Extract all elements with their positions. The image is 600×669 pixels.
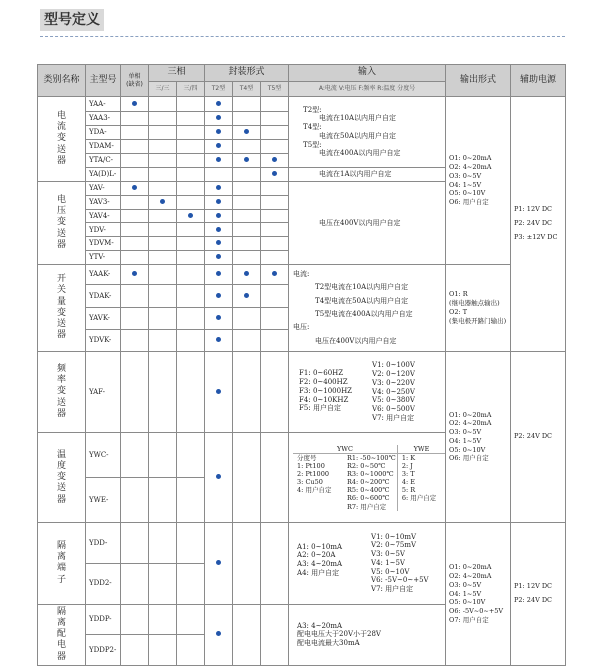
category-frequency: 频 率 变 送 器: [38, 351, 86, 432]
availability-dot: [244, 129, 249, 134]
model-code: YDVM-: [86, 237, 121, 251]
availability-dot: [244, 293, 249, 298]
current-input-1a: 电流在1A以内用户自定: [289, 167, 446, 181]
frequency-input-range: F1: 0~60HZ F2: 0~400HZ F3: 0~1000HZ F4: 0~10KHZ F5: 用户自定 V1: 0~100V V2: 0~120V V3: 0~220V V4: 0~250V V5: 0~380V V6: 0~500V V7: 用户自定: [289, 351, 446, 432]
header-three-three: 三/三: [149, 82, 177, 97]
model-code: YDD2-: [86, 563, 121, 604]
model-code: YDDP2-: [86, 635, 121, 666]
output-forms-standard: O1: 0~20mA O2: 4~20mA O3: 0~5V O4: 1~5V O5: 0~10V O6: 用户自定: [446, 97, 511, 265]
availability-dot: [272, 157, 277, 162]
availability-dot: [216, 315, 221, 320]
availability-dot: [216, 227, 221, 232]
model-code: YDAK-: [86, 284, 121, 307]
title-divider: [40, 36, 565, 37]
header-three-phase: 三相: [149, 65, 205, 82]
availability-dot: [160, 199, 165, 204]
availability-dot: [216, 337, 221, 342]
header-t4: T4型: [233, 82, 261, 97]
availability-dot: [244, 157, 249, 162]
category-switch: 开 关 量 变 送 器: [38, 265, 86, 352]
output-forms-isolation: O1: 0~20mA O2: 4~20mA O3: 0~5V O4: 1~5V O5: 0~10V O6: -5V~0~+5V O7: 用户自定: [446, 523, 511, 666]
header-model: 主型号: [86, 65, 121, 97]
distributor-input-range: A3: 4~20mA 配电电压大于20V小于28V 配电电流最大30mA: [289, 604, 446, 665]
aux-power-group-a: P1: 12V DC P2: 24V DC P3: ±12V DC: [511, 97, 566, 352]
model-code: YDA-: [86, 126, 121, 140]
model-code: YDAM-: [86, 139, 121, 153]
model-code: YA(D)L-: [86, 167, 121, 181]
availability-dot: [216, 560, 221, 565]
voltage-input-range: 电压在400V以内用户自定: [289, 181, 446, 265]
isolation-input-range: A1: 0~10mA A2: 0~20A A3: 4~20mA A4: 用户自定 V1: 0~10mV V2: 0~75mV V3: 0~5V V4: 1~5V V5: 0~10V V6: -5V~0~+5V V7: 用户自定: [289, 523, 446, 604]
availability-dot: [188, 213, 193, 218]
availability-dot: [216, 115, 221, 120]
model-code: YDV-: [86, 223, 121, 237]
availability-dot: [216, 185, 221, 190]
category-voltage: 电 压 变 送 器: [38, 181, 86, 265]
availability-dot: [216, 101, 221, 106]
header-three-four: 三/四: [177, 82, 205, 97]
page-title: 型号定义: [40, 9, 104, 31]
header-input: 输入: [289, 65, 446, 82]
availability-dot: [216, 199, 221, 204]
availability-dot: [216, 129, 221, 134]
category-current: 电 流 变 送 器: [38, 97, 86, 182]
availability-dot: [132, 185, 137, 190]
availability-dot: [216, 389, 221, 394]
header-single-phase: 单相 (缺省): [121, 65, 149, 97]
model-definition-table: [37, 64, 566, 666]
availability-dot: [216, 254, 221, 259]
model-code: YDDP-: [86, 604, 121, 635]
availability-dot: [216, 631, 221, 636]
model-code: YDD-: [86, 523, 121, 564]
model-code: YAAK-: [86, 265, 121, 285]
category-temperature: 温 度 变 送 器: [38, 433, 86, 523]
aux-power-group-c: P1: 12V DC P2: 24V DC: [511, 523, 566, 666]
availability-dot: [216, 143, 221, 148]
header-t2: T2型: [205, 82, 233, 97]
model-code: YWC-: [86, 433, 121, 478]
availability-dot: [216, 240, 221, 245]
model-code: YAV4-: [86, 209, 121, 223]
model-code: YWE-: [86, 478, 121, 523]
availability-dot: [216, 157, 221, 162]
availability-dot: [272, 271, 277, 276]
availability-dot: [132, 271, 137, 276]
output-forms-freq-temp: O1: 0~20mA O2: 4~20mA O3: 0~5V O4: 1~5V O5: 0~10V O6: 用户自定: [446, 351, 511, 522]
availability-dot: [216, 213, 221, 218]
availability-dot: [272, 171, 277, 176]
switch-input-range: 电流: T2型电流在10A以内用户自定 T4型电流在50A以内用户自定 T5型电流在400A以内用户自定 电压: 电压在400V以内用户自定: [289, 265, 446, 352]
output-forms-switch: O1: R (继电器触点输出) O2: T (集电极开路门输出): [446, 265, 511, 352]
availability-dot: [216, 271, 221, 276]
model-code: YAA-: [86, 97, 121, 112]
category-distributor: 隔 离 配 电 器: [38, 604, 86, 665]
availability-dot: [216, 293, 221, 298]
temperature-input-range: YWC 分度号 1: Pt100 2: Pt1000 3: Cu50 4: 用户自定 R1: -50~100℃ R2: 0~50℃ R3: 0~1000℃ R4: 0~200℃ R5: 0~400℃ R6: 0~600℃ R7: 用户自定 YWE 1: K 2: J 3: T 4: E 5: R 6: 用户自定: [289, 433, 446, 523]
model-code: YAVK-: [86, 307, 121, 329]
header-category: 类别名称: [38, 65, 86, 97]
model-code: YAV-: [86, 181, 121, 195]
current-input-range: T2型: 电流在10A以内用户自定 T4型: 电流在50A以内用户自定 T5型: 电流在400A以内用户自定: [289, 97, 446, 168]
model-code: YAF-: [86, 351, 121, 432]
model-code: YDVK-: [86, 329, 121, 351]
model-code: YTA/C-: [86, 153, 121, 167]
availability-dot: [244, 271, 249, 276]
model-code: YTV-: [86, 251, 121, 265]
category-isolation: 隔 离 端 子: [38, 523, 86, 604]
availability-dot: [216, 474, 221, 479]
availability-dot: [132, 101, 137, 106]
aux-power-group-b: P2: 24V DC: [511, 351, 566, 522]
header-package: 封装形式: [205, 65, 289, 82]
header-output: 输出形式: [446, 65, 511, 97]
header-aux-power: 辅助电源: [511, 65, 566, 97]
header-t5: T5型: [261, 82, 289, 97]
model-code: YAA3-: [86, 112, 121, 126]
header-input-sub: A:电流 V:电压 F:频率 R:温度 分度号: [289, 82, 446, 97]
model-code: YAV3-: [86, 195, 121, 209]
